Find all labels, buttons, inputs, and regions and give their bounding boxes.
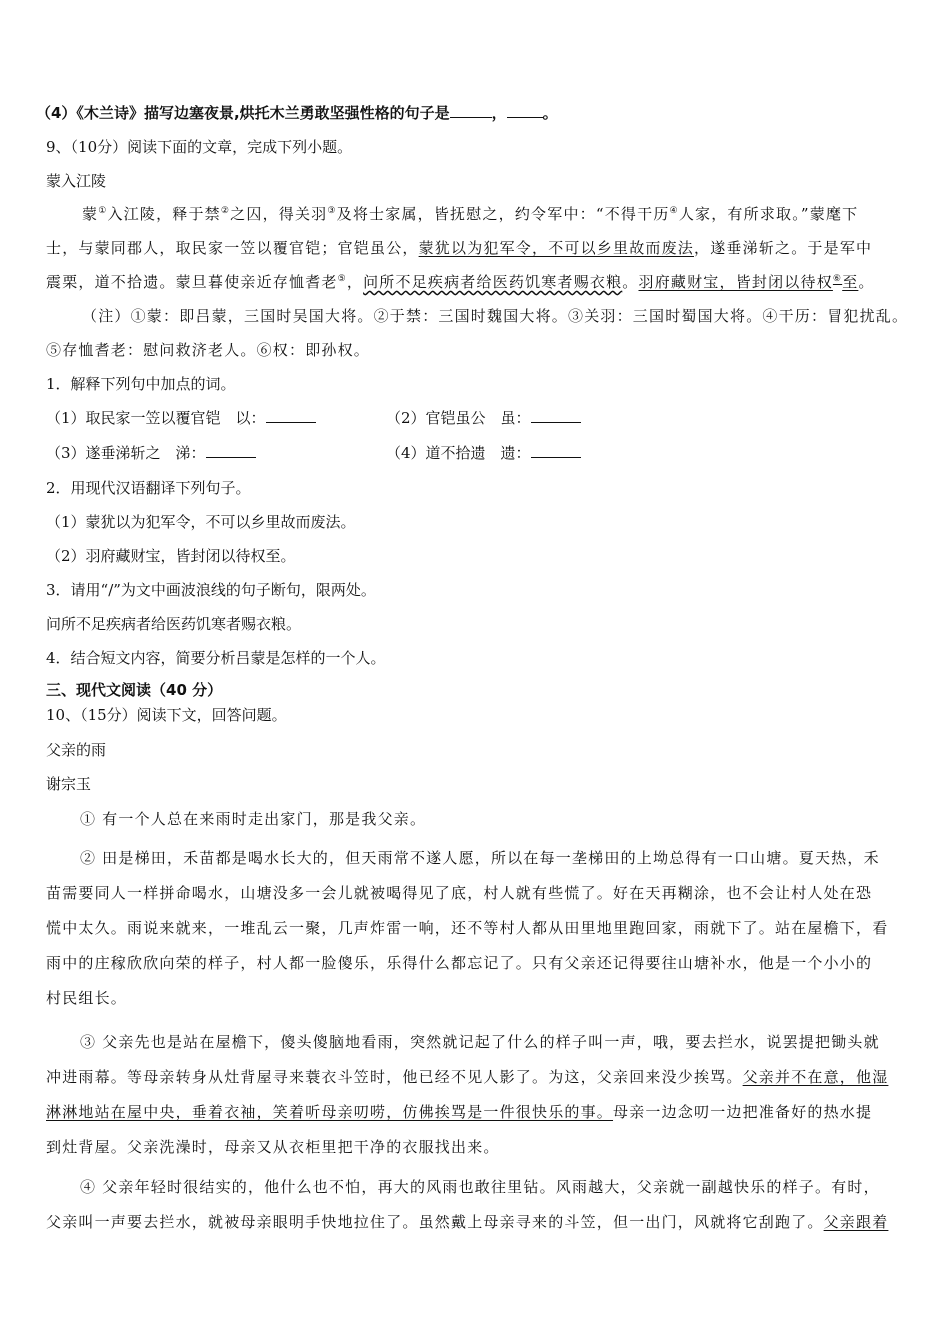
q10-para-4-line-1: ④ 父亲年轻时很结实的，他什么也不怕，再大的风雨也敢往里钻。风雨越大，父亲就一副越快乐的样子。有时， xyxy=(80,1178,880,1196)
q4-sep: ， xyxy=(491,104,507,122)
q9-sub-1-item-4: （4）道不拾遗 遗： xyxy=(386,443,581,463)
underlined-sentence: 蒙犹以为犯军令，不可以乡里故而废法 xyxy=(418,239,695,257)
q10-para-2-line-3: 慌中太久。雨说来就来，一堆乱云一聚，几声炸雷一响，还不等村人都从田里地里跑回家，雨就下了。站在屋檐下，看 xyxy=(46,919,889,937)
q9-sub-2-item-1: （1）蒙犹以为犯军令，不可以乡里故而废法。 xyxy=(46,513,356,531)
underlined-sentence: 淋淋地站在屋中央，垂着衣袖，笑着听母亲叨唠，仿佛挨骂是一件很快乐的事。 xyxy=(46,1103,614,1121)
answer-blank[interactable] xyxy=(266,408,316,423)
q9-sub-1-item-1: （1）取民家一笠以覆官铠 以： xyxy=(46,408,316,428)
answer-blank[interactable] xyxy=(450,103,492,118)
q10-para-3-line-2: 冲进雨幕。等母亲转身从灶背屋寻来蓑衣斗笠时，他已经不见人影了。为这，父亲回来没少挨骂。父亲并不在意，他湿 xyxy=(46,1068,889,1086)
q10-para-2-line-2: 苗需要同人一样拼命喝水，山塘没多一会儿就被喝得见了底，村人就有些慌了。好在天再糊涂，也不会让村人处在恐 xyxy=(46,884,873,902)
q9-sub-1-item-3: （3）遂垂涕斩之 涕： xyxy=(46,443,256,463)
q10-para-2-line-1: ② 田是梯田，禾苗都是喝水长大的，但天雨常不遂人愿，所以在每一垄梯田的上坳总得有一口山塘。夏天热，禾 xyxy=(80,849,880,867)
q10-para-3-line-3: 淋淋地站在屋中央，垂着衣袖，笑着听母亲叨唠，仿佛挨骂是一件很快乐的事。母亲一边念叨一边把准备好的热水提 xyxy=(46,1103,873,1121)
q9-para-line-1: 蒙①入江陵，释于禁②之囚，得关羽③及将士家属，皆抚慰之，约令军中：“不得干历④人家，有所求取。”蒙麾下 xyxy=(82,205,859,223)
q10-para-1: ① 有一个人总在来雨时走出家门，那是我父亲。 xyxy=(80,810,427,828)
q10-para-4-line-2: 父亲叫一声要去拦水，就被母亲眼明手快地拉住了。虽然戴上母亲寻来的斗笠，但一出门，风就将它刮跑了。父亲跟着 xyxy=(46,1213,889,1231)
q9-para-line-2: 士，与蒙同郡人，取民家一笠以覆官铠；官铠虽公，蒙犹以为犯军令，不可以乡里故而废法，遂垂涕斩之。于是军中 xyxy=(46,239,873,257)
q9-header: 9、（10分）阅读下面的文章，完成下列小题。 xyxy=(46,138,353,156)
underlined-sentence: 父亲跟着 xyxy=(823,1213,889,1231)
underlined-sentence: 羽府藏财宝，皆封闭以待权 xyxy=(638,273,833,291)
q4-line xyxy=(36,103,558,123)
q10-para-2-line-5: 村民组长。 xyxy=(46,989,128,1007)
q10-header: 10、（15分）阅读下文，回答问题。 xyxy=(46,706,287,724)
answer-blank[interactable] xyxy=(531,408,581,423)
answer-blank[interactable] xyxy=(206,443,256,458)
q9-sub-1-item-2: （2）官铠虽公 虽： xyxy=(386,408,581,428)
answer-blank[interactable] xyxy=(507,103,543,118)
q9-note-1: （注）①蒙：即吕蒙，三国时吴国大将。②于禁：三国时魏国大将。③关羽：三国时蜀国大将。④干历：冒犯扰乱。 xyxy=(82,307,909,325)
q10-author: 谢宗玉 xyxy=(46,775,92,793)
q9-para-line-3: 震栗，道不拾遗。蒙旦暮使亲近存恤耆老⑤，问所不足疾病者给医药饥寒者赐衣粮。羽府藏财宝，皆封闭以待权⑥至。 xyxy=(46,273,875,291)
q10-para-3-line-1: ③ 父亲先也是站在屋檐下，傻头傻脑地看雨，突然就记起了什么的样子叫一声，哦，要去拦水，说罢提把锄头就 xyxy=(80,1033,880,1051)
wavy-underlined-sentence: 问所不足疾病者给医药饥寒者赐衣粮 xyxy=(363,273,623,291)
q9-note-2: ⑤存恤耆老：慰问救济老人。⑥权：即孙权。 xyxy=(46,341,371,359)
q4-text: （4）《木兰诗》描写边塞夜景,烘托木兰勇敢坚强性格的句子是 xyxy=(36,104,450,122)
q10-para-3-line-4: 到灶背屋。父亲洗澡时，母亲又从衣柜里把干净的衣服找出来。 xyxy=(46,1138,500,1156)
q4-end: 。 xyxy=(542,104,558,122)
section-3-heading: 三、现代文阅读（40 分） xyxy=(46,681,223,699)
q9-sub-3-line: 问所不足疾病者给医药饥寒者赐衣粮。 xyxy=(46,615,302,633)
answer-blank[interactable] xyxy=(531,443,581,458)
q10-title: 父亲的雨 xyxy=(46,741,107,759)
underlined-sentence: 父亲并不在意，他湿 xyxy=(742,1068,889,1086)
q10-para-2-line-4: 雨中的庄稼欣欣向荣的样子，村人都一脸傻乐，乐得什么都忘记了。只有父亲还记得要往山塘补水，他是一个小小的 xyxy=(46,954,873,972)
q9-sub-2: 2．用现代汉语翻译下列句子。 xyxy=(46,479,251,497)
q9-sub-4: 4．结合短文内容，简要分析吕蒙是怎样的一个人。 xyxy=(46,649,386,667)
q9-sub-3: 3．请用“/”为文中画波浪线的句子断句，限两处。 xyxy=(46,581,376,599)
q9-sub-2-item-2: （2）羽府藏财宝，皆封闭以待权至。 xyxy=(46,547,296,565)
q9-sub-1: 1．解释下列句中加点的词。 xyxy=(46,375,236,393)
q9-title: 蒙入江陵 xyxy=(46,172,107,190)
